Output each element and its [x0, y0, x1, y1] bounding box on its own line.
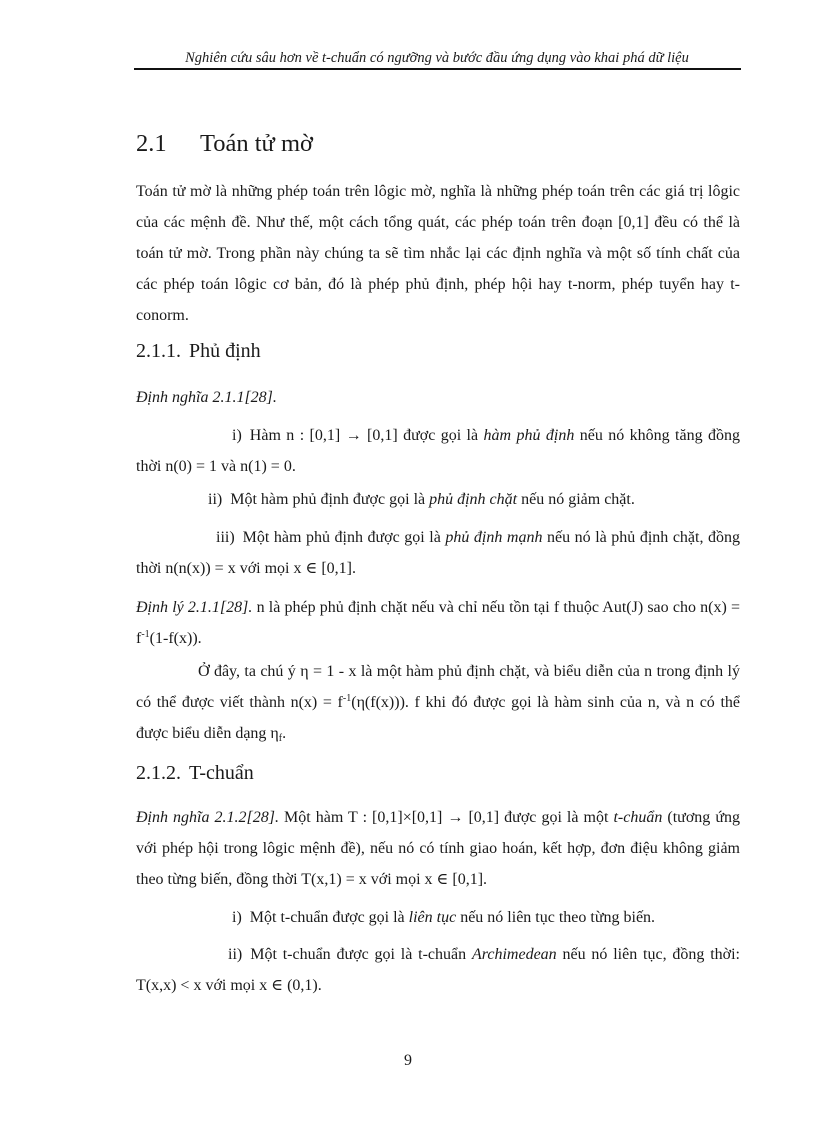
section-heading	[136, 130, 313, 158]
tnorm-item-ii	[136, 939, 740, 1001]
item-term: hàm phủ định	[483, 427, 575, 444]
note-text: Ở đây, ta chú ý η = 1 - x là một hàm phủ định chặt, và biểu diễn của n trong định lý có thể được viết thành n(x) = f	[136, 663, 740, 711]
item-text: nếu nó liên tục, đồng thời: T(x,x) < x với mọi x ∈ (0,1).	[136, 946, 740, 994]
subsection-number-1: 2.1.1.	[136, 340, 181, 362]
theorem-label: Định lý 2.1.1[28].	[136, 599, 253, 616]
item-term: phủ định chặt	[429, 491, 518, 508]
definition-term: t-chuẩn	[613, 809, 663, 826]
note-text: (η(f(x))). f khi đó được gọi là hàm sinh của n, và n có thể được biểu diễn dạng η	[136, 694, 740, 742]
item-text: Một t-chuẩn được gọi là	[249, 909, 409, 926]
item-marker: iii)	[216, 529, 235, 546]
subsection-heading-1	[136, 340, 261, 363]
definition-text: (tương ứng với phép hội trong lôgic mệnh đề), nếu nó có tính giao hoán, kết hợp, đơn điệu không giảm theo từng biến, đồng thời T(x,1) = x với mọi x ∈ [0,1].	[136, 809, 741, 888]
theorem-text: n là phép phủ định chặt nếu và chỉ nếu tồn tại f thuộc Aut(J) sao cho n(x) = f	[136, 599, 741, 647]
definition-label-2-1-2: Định nghĩa 2.1.2[28].	[136, 809, 279, 826]
definition-item-iii	[136, 522, 740, 584]
page-number: 9	[404, 1052, 412, 1069]
note-subscript: f	[278, 733, 283, 744]
note-superscript: -1	[342, 693, 352, 704]
item-text: nếu nó không tăng đồng thời n(0) = 1 và n(1) = 0.	[136, 427, 740, 475]
theorem-2-1-1	[136, 592, 740, 654]
section-number: 2.1	[136, 130, 167, 157]
item-marker: ii)	[208, 491, 223, 508]
item-text: nếu nó là phủ định chặt, đồng thời n(n(x)) = x với mọi x ∈ [0,1].	[136, 529, 741, 577]
note-text-end: .	[282, 725, 287, 742]
item-text: nếu nó giảm chặt.	[517, 491, 635, 508]
definition-label-2-1-1: Định nghĩa 2.1.1[28].	[136, 389, 277, 406]
subsection-title-1: Phủ định	[189, 340, 261, 362]
definition-item-ii	[136, 484, 740, 515]
section-title: Toán tử mờ	[200, 130, 313, 157]
subsection-number-2: 2.1.2.	[136, 762, 181, 784]
definition-item-i	[136, 420, 740, 482]
item-term: liên tục	[408, 909, 457, 926]
item-text: Một t-chuẩn được gọi là t-chuẩn	[250, 946, 472, 963]
definition-2-1-2	[136, 802, 740, 895]
section-intro-paragraph: Toán tử mờ là những phép toán trên lôgic mờ, nghĩa là những phép toán trên các giá trị lôgic của các mệnh đề. Như thế, một cách tổng quát, các phép toán trên đoạn [0,1] đều có thể là toán tử mờ. Trong phần này chúng ta sẽ tìm nhắc lại các định nghĩa và một số tính chất của các phép toán lôgic cơ bản, đó là phép phủ định, phép hội hay t-norm, phép tuyển hay t-conorm.	[136, 183, 740, 324]
item-marker: i)	[232, 909, 242, 926]
item-marker: ii)	[228, 946, 243, 963]
item-marker: i)	[232, 427, 242, 444]
item-text: nếu nó liên tục theo từng biến.	[456, 909, 656, 926]
tnorm-item-i	[136, 902, 740, 933]
theorem-text-end: (1-f(x)).	[149, 630, 202, 647]
running-header: Nghiên cứu sâu hơn về t-chuẩn có ngưỡng và bước đầu ứng dụng vào khai phá dữ liệu	[185, 50, 689, 66]
subsection-heading-2	[136, 762, 254, 785]
theorem-note-paragraph	[136, 656, 740, 749]
subsection-title-2: T-chuẩn	[189, 762, 254, 784]
item-text: Một hàm phủ định được gọi là	[230, 491, 430, 508]
item-term: Archimedean	[471, 946, 557, 963]
theorem-superscript: -1	[141, 629, 150, 640]
header-rule	[134, 68, 741, 70]
item-text: Một hàm phủ định được gọi là	[242, 529, 446, 546]
definition-text: Một hàm T : [0,1]×[0,1] → [0,1] được gọi là một	[278, 809, 614, 826]
item-term: phủ định mạnh	[445, 529, 543, 546]
item-text: Hàm n : [0,1] → [0,1] được gọi là	[249, 427, 484, 444]
